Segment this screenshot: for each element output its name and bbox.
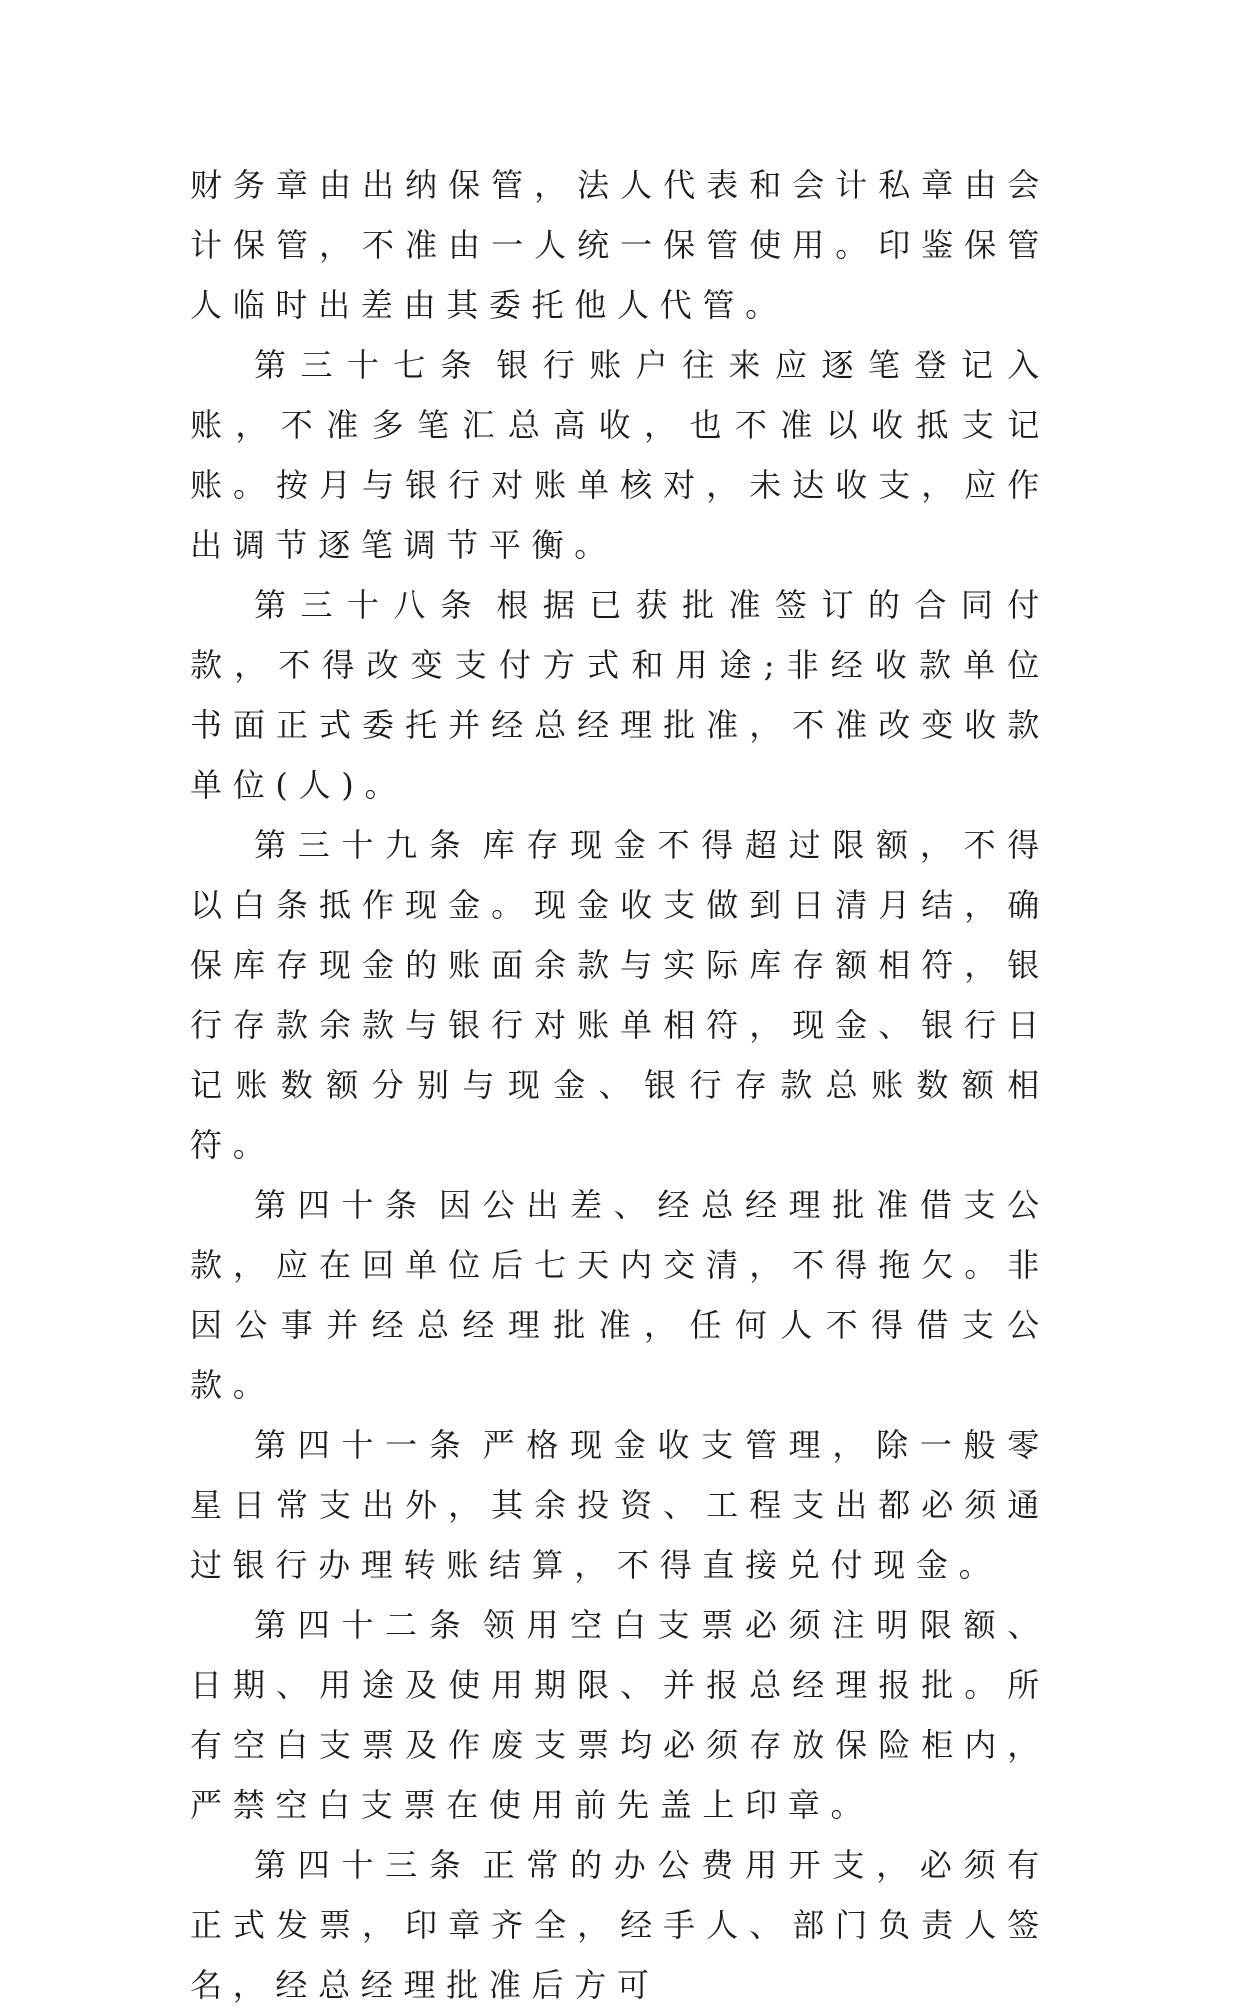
article-number: 第四十条 [254, 1186, 429, 1224]
paragraph-text: 因公出差、经总经理批准借支公款，应在回单位后七天内交清，不得拖欠。非因公事并经总经理批准，任何人不得借支公款。 [190, 1186, 1050, 1404]
paragraph-article-38 [190, 575, 1050, 815]
article-number: 第三十八条 [254, 586, 487, 624]
document-body [190, 155, 1050, 2015]
paragraph-article-37 [190, 335, 1050, 575]
paragraph-seal-custody [190, 155, 1050, 335]
paragraph-text: 领用空白支票必须注明限额、日期、用途及使用期限、并报总经理报批。所有空白支票及作废支票均必须存放保险柜内，严禁空白支票在使用前先盖上印章。 [190, 1606, 1050, 1824]
paragraph-article-40 [190, 1175, 1050, 1415]
article-number: 第四十一条 [254, 1426, 473, 1464]
article-number: 第四十三条 [254, 1846, 473, 1884]
paragraph-article-39 [190, 815, 1050, 1175]
paragraph-text: 库存现金不得超过限额，不得以白条抵作现金。现金收支做到日清月结，确保库存现金的账面余款与实际库存额相符，银行存款余款与银行对账单相符，现金、银行日记账数额分别与现金、银行存款总账数额相符。 [190, 826, 1050, 1164]
paragraph-text: 正常的办公费用开支，必须有正式发票，印章齐全，经手人、部门负责人签名，经总经理批准后方可 [190, 1846, 1050, 2004]
paragraph-text: 严格现金收支管理，除一般零星日常支出外，其余投资、工程支出都必须通过银行办理转账结算，不得直接兑付现金。 [190, 1426, 1050, 1584]
paragraph-text: 银行账户往来应逐笔登记入账，不准多笔汇总高收，也不准以收抵支记账。按月与银行对账单核对，未达收支，应作出调节逐笔调节平衡。 [190, 346, 1050, 564]
paragraph-article-43 [190, 1835, 1050, 2015]
paragraph-text: 根据已获批准签订的合同付款，不得改变支付方式和用途;非经收款单位书面正式委托并经总经理批准，不准改变收款单位(人)。 [190, 586, 1050, 804]
article-number: 第四十二条 [254, 1606, 473, 1644]
article-number: 第三十七条 [254, 346, 487, 384]
article-number: 第三十九条 [254, 826, 473, 864]
paragraph-text: 财务章由出纳保管，法人代表和会计私章由会计保管，不准由一人统一保管使用。印鉴保管人临时出差由其委托他人代管。 [190, 166, 1050, 324]
paragraph-article-42 [190, 1595, 1050, 1835]
paragraph-article-41 [190, 1415, 1050, 1595]
